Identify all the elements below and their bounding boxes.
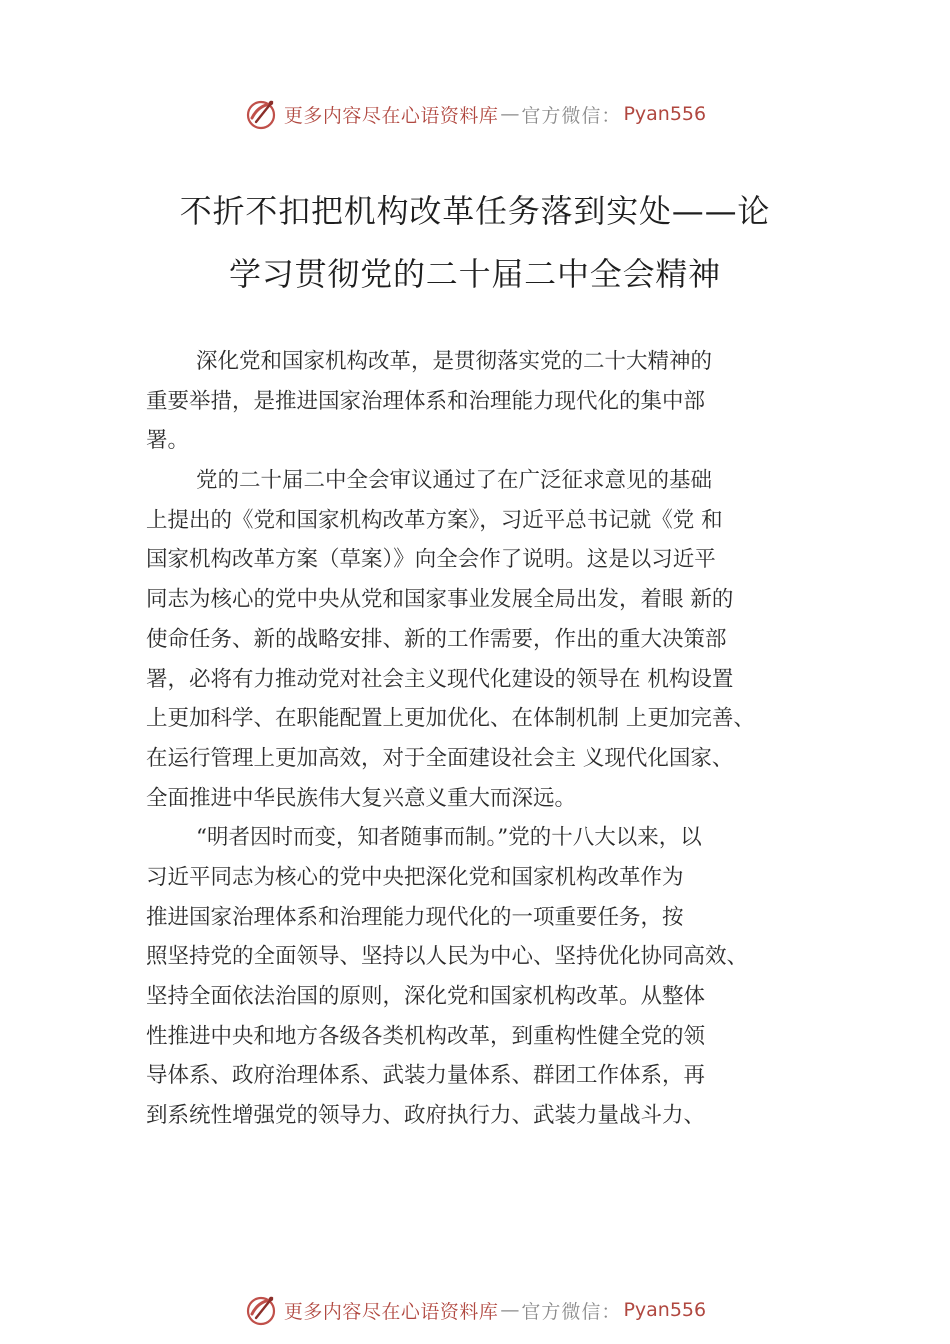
- text-line: 习近平同志为核心的党中央把深化党和国家机构改革作为: [146, 864, 684, 890]
- text-line: 国家机构改革方案（草案）》向全会作了说明。这是以习近平: [146, 547, 716, 573]
- banner-library-text: 更多内容尽在心语资料库: [283, 104, 499, 127]
- footer-watermark-banner: [0, 1290, 950, 1330]
- text-line: 署，必将有力推动党对社会主义现代化建设的领导在 机构设置: [146, 666, 734, 692]
- banner-wechat-label: 官方微信：: [521, 104, 622, 127]
- brush-logo-icon: [244, 96, 280, 132]
- text-line: 深化党和国家机构改革，是贯彻落实党的二十大精神的: [196, 349, 713, 374]
- text-line: 坚持全面依法治国的原则，深化党和国家机构改革。从整体: [146, 984, 706, 1009]
- text-line: 全面推进中华民族伟大复兴意义重大而深远。: [146, 785, 577, 811]
- banner-separator: —: [500, 1299, 520, 1321]
- text-line: 性推进中央和地方各级各类机构改革，到重构性健全党的领: [146, 1023, 706, 1049]
- text-line: 照坚持党的全面领导、坚持以人民为中心、坚持优化协同高效、: [146, 944, 749, 970]
- text-line: “明者因时而变，知者随事而制。”党的十八大以来，以: [196, 825, 702, 851]
- text-line: 上提出的《党和国家机构改革方案》，习近平总书记就《党 和: [146, 507, 723, 533]
- text-line: 重要举措，是推进国家治理体系和治理能力现代化的集中部: [146, 388, 706, 414]
- text-line: 推进国家治理体系和治理能力现代化的一项重要任务，按: [146, 904, 684, 930]
- paragraph-3: [146, 818, 846, 1136]
- paragraph-1: [146, 342, 846, 461]
- paragraph-2: [146, 461, 846, 818]
- document-body: [146, 342, 846, 1136]
- banner-wechat-label: 官方微信：: [521, 1300, 622, 1323]
- text-line: 上更加科学、在职能配置上更加优化、在体制机制 上更加完善、: [146, 706, 755, 732]
- text-line: 署。: [146, 428, 190, 454]
- text-line: 到系统性增强党的领导力、政府执行力、武装力量战斗力、: [146, 1103, 706, 1129]
- header-watermark-banner: [0, 94, 950, 134]
- banner-library-text: 更多内容尽在心语资料库: [283, 1300, 499, 1323]
- banner-wechat-id: Pyan556: [623, 103, 707, 125]
- document-title-line-2: 学习贯彻党的二十届二中全会精神: [228, 255, 721, 293]
- text-line: 导体系、政府治理体系、武装力量体系、群团工作体系，再: [146, 1063, 706, 1089]
- banner-separator: —: [500, 103, 520, 125]
- text-line: 党的二十届二中全会审议通过了在广泛征求意见的基础: [196, 468, 713, 494]
- text-line: 在运行管理上更加高效，对于全面建设社会主 义现代化国家、: [146, 745, 734, 771]
- text-line: 使命任务、新的战略安排、新的工作需要，作出的重大决策部: [146, 626, 727, 652]
- document-title-line-1: 不折不扣把机构改革任务落到实处——论: [179, 192, 771, 230]
- banner-wechat-id: Pyan556: [623, 1299, 707, 1321]
- brush-logo-icon: [244, 1292, 280, 1328]
- text-line: 同志为核心的党中央从党和国家事业发展全局出发，着眼 新的: [146, 587, 734, 613]
